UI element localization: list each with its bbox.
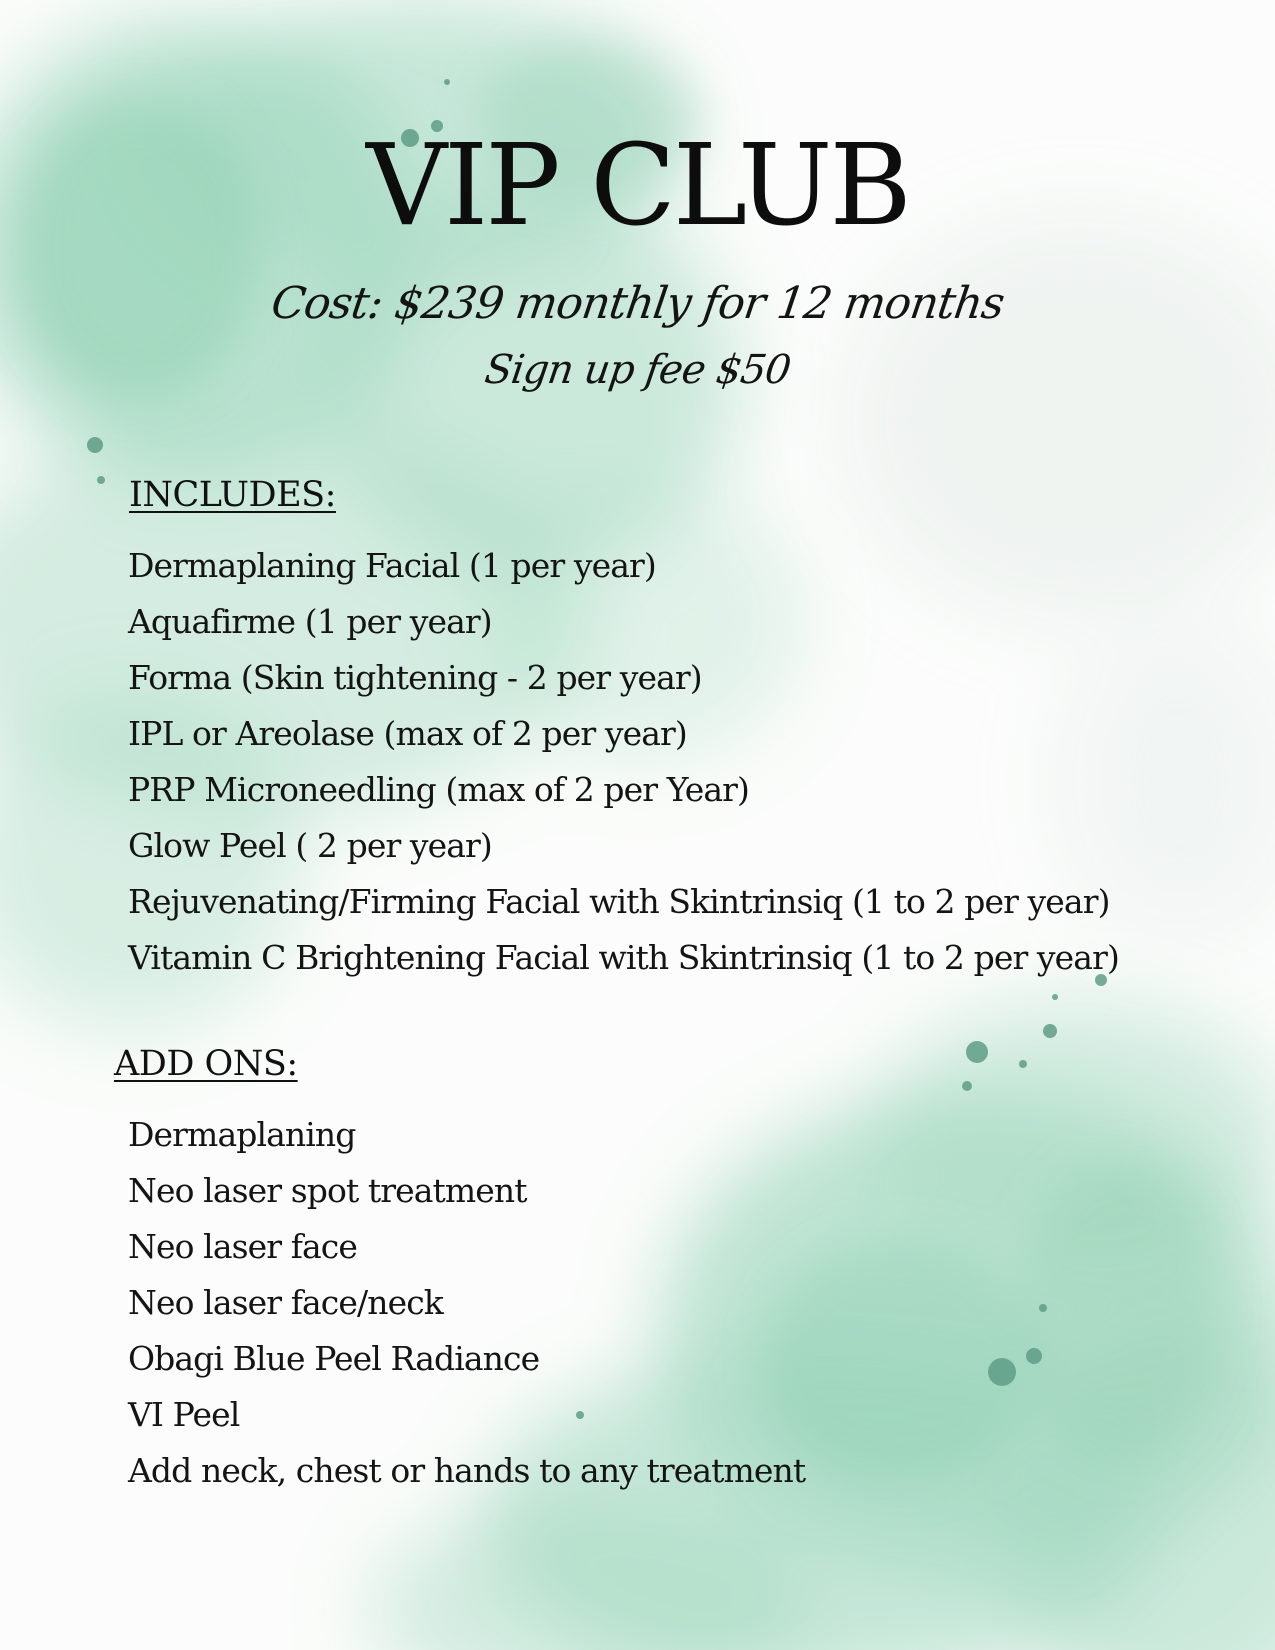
list-item: Rejuvenating/Firming Facial with Skintrinsiq (1 to 2 per year) xyxy=(128,882,1110,921)
list-item: IPL or Areolase (max of 2 per year) xyxy=(128,714,687,753)
list-item: Neo laser face xyxy=(128,1227,358,1266)
list-item: VI Peel xyxy=(128,1395,240,1434)
includes-heading: INCLUDES: xyxy=(129,475,336,515)
list-item: Add neck, chest or hands to any treatment xyxy=(128,1451,806,1490)
add-ons-heading: ADD ONS: xyxy=(114,1044,298,1084)
list-item: Forma (Skin tightening - 2 per year) xyxy=(128,658,702,697)
list-item: Neo laser spot treatment xyxy=(128,1171,527,1210)
list-item: Obagi Blue Peel Radiance xyxy=(128,1339,540,1378)
list-item: Dermaplaning xyxy=(128,1115,356,1154)
list-item: Aquafirme (1 per year) xyxy=(128,602,492,641)
list-item: PRP Microneedling (max of 2 per Year) xyxy=(128,770,750,809)
page-title: VIP CLUB xyxy=(366,121,909,251)
list-item: Vitamin C Brightening Facial with Skintrinsiq (1 to 2 per year) xyxy=(128,938,1119,977)
list-item: Glow Peel ( 2 per year) xyxy=(128,826,492,865)
cost-line: Cost: $239 monthly for 12 months xyxy=(268,278,1007,329)
add-ons-list xyxy=(128,1107,805,1499)
signup-fee-line: Sign up fee $50 xyxy=(481,347,794,393)
includes-list xyxy=(128,538,1119,986)
list-item: Dermaplaning Facial (1 per year) xyxy=(128,546,656,585)
list-item: Neo laser face/neck xyxy=(128,1283,443,1322)
